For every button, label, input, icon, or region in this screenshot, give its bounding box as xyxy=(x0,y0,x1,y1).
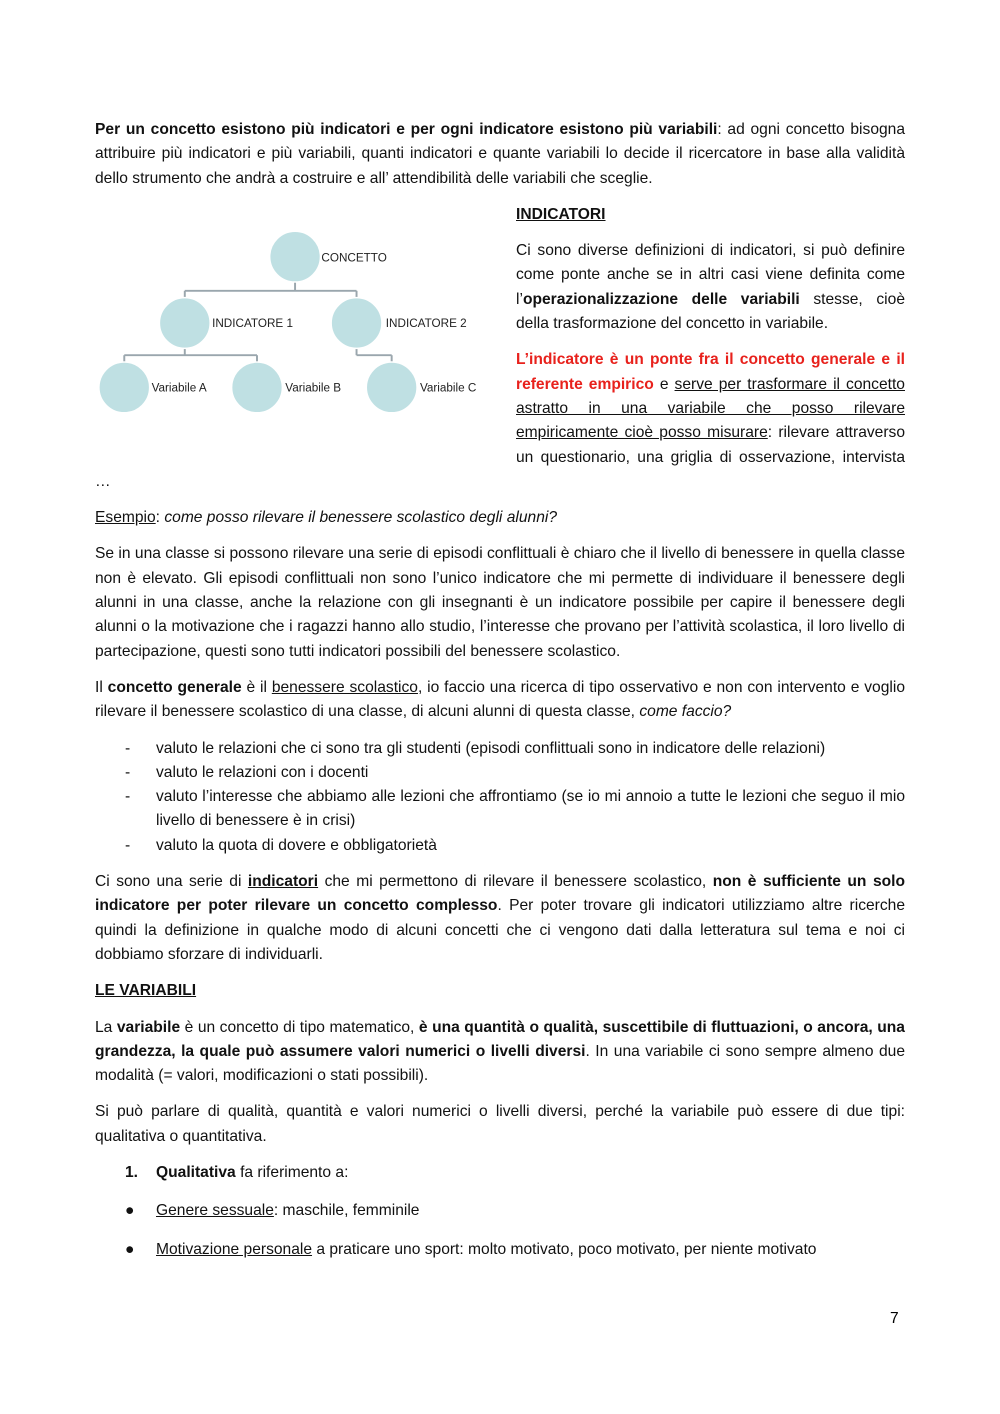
intro-bold: Per un concetto esistono più indicatori e per ogni indicatore esistono più variabili xyxy=(95,121,718,138)
bullet-dot-icon: ● xyxy=(125,1240,135,1258)
concetto-text-c: , io faccio una ricerca di tipo osservativo e non con intervento e voglio rilevare il benessere scolastico di una classe, di alcuni alunni di questa classe, xyxy=(95,678,905,721)
node-label-variabile-c: Variabile C xyxy=(419,381,477,395)
concept-tree-diagram xyxy=(95,203,500,453)
concetto-generale-paragraph xyxy=(95,676,905,725)
page-number: 7 xyxy=(890,1310,899,1327)
qualitativa-text: fa riferimento a: xyxy=(235,1163,349,1181)
node-variabile-b xyxy=(232,362,283,413)
serie-text-b: che mi permettono di rilevare il benessere scolastico, xyxy=(318,873,713,891)
node-label-indicatore-1: INDICATORE 1 xyxy=(212,316,293,330)
serie-bold: non è sufficiente un solo indicatore per poter rilevare un concetto complesso xyxy=(95,873,905,915)
variabile-bold-1: variabile xyxy=(116,1018,181,1036)
node-variabile-c xyxy=(366,362,417,413)
variabile-text-a: La xyxy=(95,1018,117,1036)
indicatori-heading: INDICATORI xyxy=(516,205,606,223)
bullet-dot-icon: ● xyxy=(125,1202,135,1220)
list-item: - valuto le relazioni che ci sono tra gli studenti (episodi conflittuali sono in indicatore delle relazioni) xyxy=(95,737,905,761)
serie-text-a: Ci sono una serie di xyxy=(95,873,248,891)
esempio-colon: : xyxy=(155,509,165,527)
genere-text: : maschile, femminile xyxy=(273,1202,420,1220)
variabile-bold-2: è una quantità o qualità, suscettibile di fluttuazioni, o ancora, una grandezza, la quale può assumere valori numerici o livelli diversi xyxy=(95,1018,905,1060)
node-label-indicatore-2: INDICATORE 2 xyxy=(385,316,467,330)
concetto-bold: concetto generale xyxy=(107,678,242,696)
indicatore-ponte-conj: e xyxy=(653,375,675,393)
variabile-tipi-paragraph: Si può parlare di qualità, quantità e valori numerici o livelli diversi, perché la variabile può essere di due tipi: qualitativa o quantitativa. xyxy=(95,1103,905,1145)
indicatori-def-bold: operazionalizzazione delle variabili xyxy=(522,290,800,308)
node-indicatore-2 xyxy=(331,298,382,349)
esempio-paragraph xyxy=(95,506,905,530)
indicatore-ponte-red: L’indicatore è un ponte fra il concetto generale e il referente empirico xyxy=(516,351,905,393)
motivazione-text: a praticare uno sport: molto motivato, poco motivato, per niente motivato xyxy=(312,1240,817,1258)
indicatore-ponte-underline: serve per trasformare il concetto astratto in una variabile che posso rilevare empiricamente cioè posso misurare xyxy=(516,375,905,442)
intro-text: : ad ogni concetto bisogna attribuire più indicatori e più variabili, quanti indicatori e quante variabili lo decide il ricercatore in base alla validità dello strumento che andrà a costruire e all’ attendibilità delle variabili che sceglie. xyxy=(95,121,906,187)
node-label-variabile-a: Variabile A xyxy=(151,381,207,395)
concetto-text-b: è il xyxy=(241,678,272,696)
numbered-item-qualitativa xyxy=(95,1161,905,1185)
variabili-heading: LE VARIABILI xyxy=(95,982,197,1000)
valutazione-list xyxy=(95,737,905,858)
node-label-concetto: CONCETTO xyxy=(321,251,387,265)
node-indicatore-1 xyxy=(159,298,210,349)
motivazione-underline: Motivazione personale xyxy=(156,1240,313,1258)
variabile-text-c: . In una variabile ci sono sempre almeno due modalità (= valori, modificazioni o stati possibili). xyxy=(95,1042,905,1085)
item-number: 1. xyxy=(125,1163,139,1181)
variabile-text-b: è un concetto di tipo matematico, xyxy=(180,1018,419,1036)
intro-paragraph xyxy=(95,118,905,191)
node-label-variabile-b: Variabile B xyxy=(285,381,342,395)
list-item: - valuto la quota di dovere e obbligatorietà xyxy=(95,834,905,858)
concetto-italic: come faccio? xyxy=(639,703,732,721)
list-item: - valuto le relazioni con i docenti xyxy=(95,761,905,785)
bullet-genere xyxy=(95,1199,905,1223)
conflitti-paragraph: Se in una classe si possono rilevare una serie di episodi conflittuali è chiaro che il livello di benessere in quella classe non è elevato. Gli episodi conflittuali non sono l’unico indicatore che mi permette di individuare il benessere degli alunni in una classe, anche la relazione con gli insegnanti è un indicatore possibile per capire il benessere degli alunni o la motivazione che i ragazzi hanno allo studio, l’interesse che provano per l’attività scolastica, il loro livello di partecipazione, questi sono tutti indicatori possibili del benessere scolastico. xyxy=(95,545,905,660)
node-variabile-a xyxy=(99,362,150,413)
bullet-motivazione xyxy=(95,1238,905,1262)
indicatori-serie-paragraph xyxy=(95,870,905,967)
concept-tree-svg xyxy=(95,223,500,423)
node-concetto xyxy=(270,231,321,282)
esempio-question: come posso rilevare il benessere scolastico degli alunni? xyxy=(164,509,557,527)
serie-text-c: . Per poter trovare gli indicatori utilizziamo altre ricerche quindi la definizione in qualche modo di alcuni concetti che ci vengono dati dalla letteratura sul tema e noi ci dobbiamo sforzare di individuarli. xyxy=(95,897,906,963)
indicatori-def-text-b: stesse, cioè della trasformazione del concetto in variabile. xyxy=(516,290,905,333)
concetto-underline: benessere scolastico xyxy=(271,678,418,696)
concetto-text-a: Il xyxy=(95,678,108,696)
document-page xyxy=(95,118,905,1276)
qualitativa-bold: Qualitativa xyxy=(156,1163,236,1181)
serie-bold-underline: indicatori xyxy=(247,873,319,891)
variabile-definition xyxy=(95,1016,905,1089)
list-item: - valuto l’interesse che abbiamo alle lezioni che affrontiamo (se io mi annoio a tutte le lezioni che seguo il mio livello di benessere è in crisi) xyxy=(95,785,905,834)
genere-underline: Genere sessuale xyxy=(156,1202,274,1220)
indicatore-ponte-rest: : rilevare attraverso un questionario, una griglia di osservazione, intervista … xyxy=(95,424,905,490)
esempio-label: Esempio xyxy=(95,509,156,527)
indicatori-def-text-a: Ci sono diverse definizioni di indicatori, si può definire come ponte anche se in altri casi viene definita come l’ xyxy=(516,242,905,308)
